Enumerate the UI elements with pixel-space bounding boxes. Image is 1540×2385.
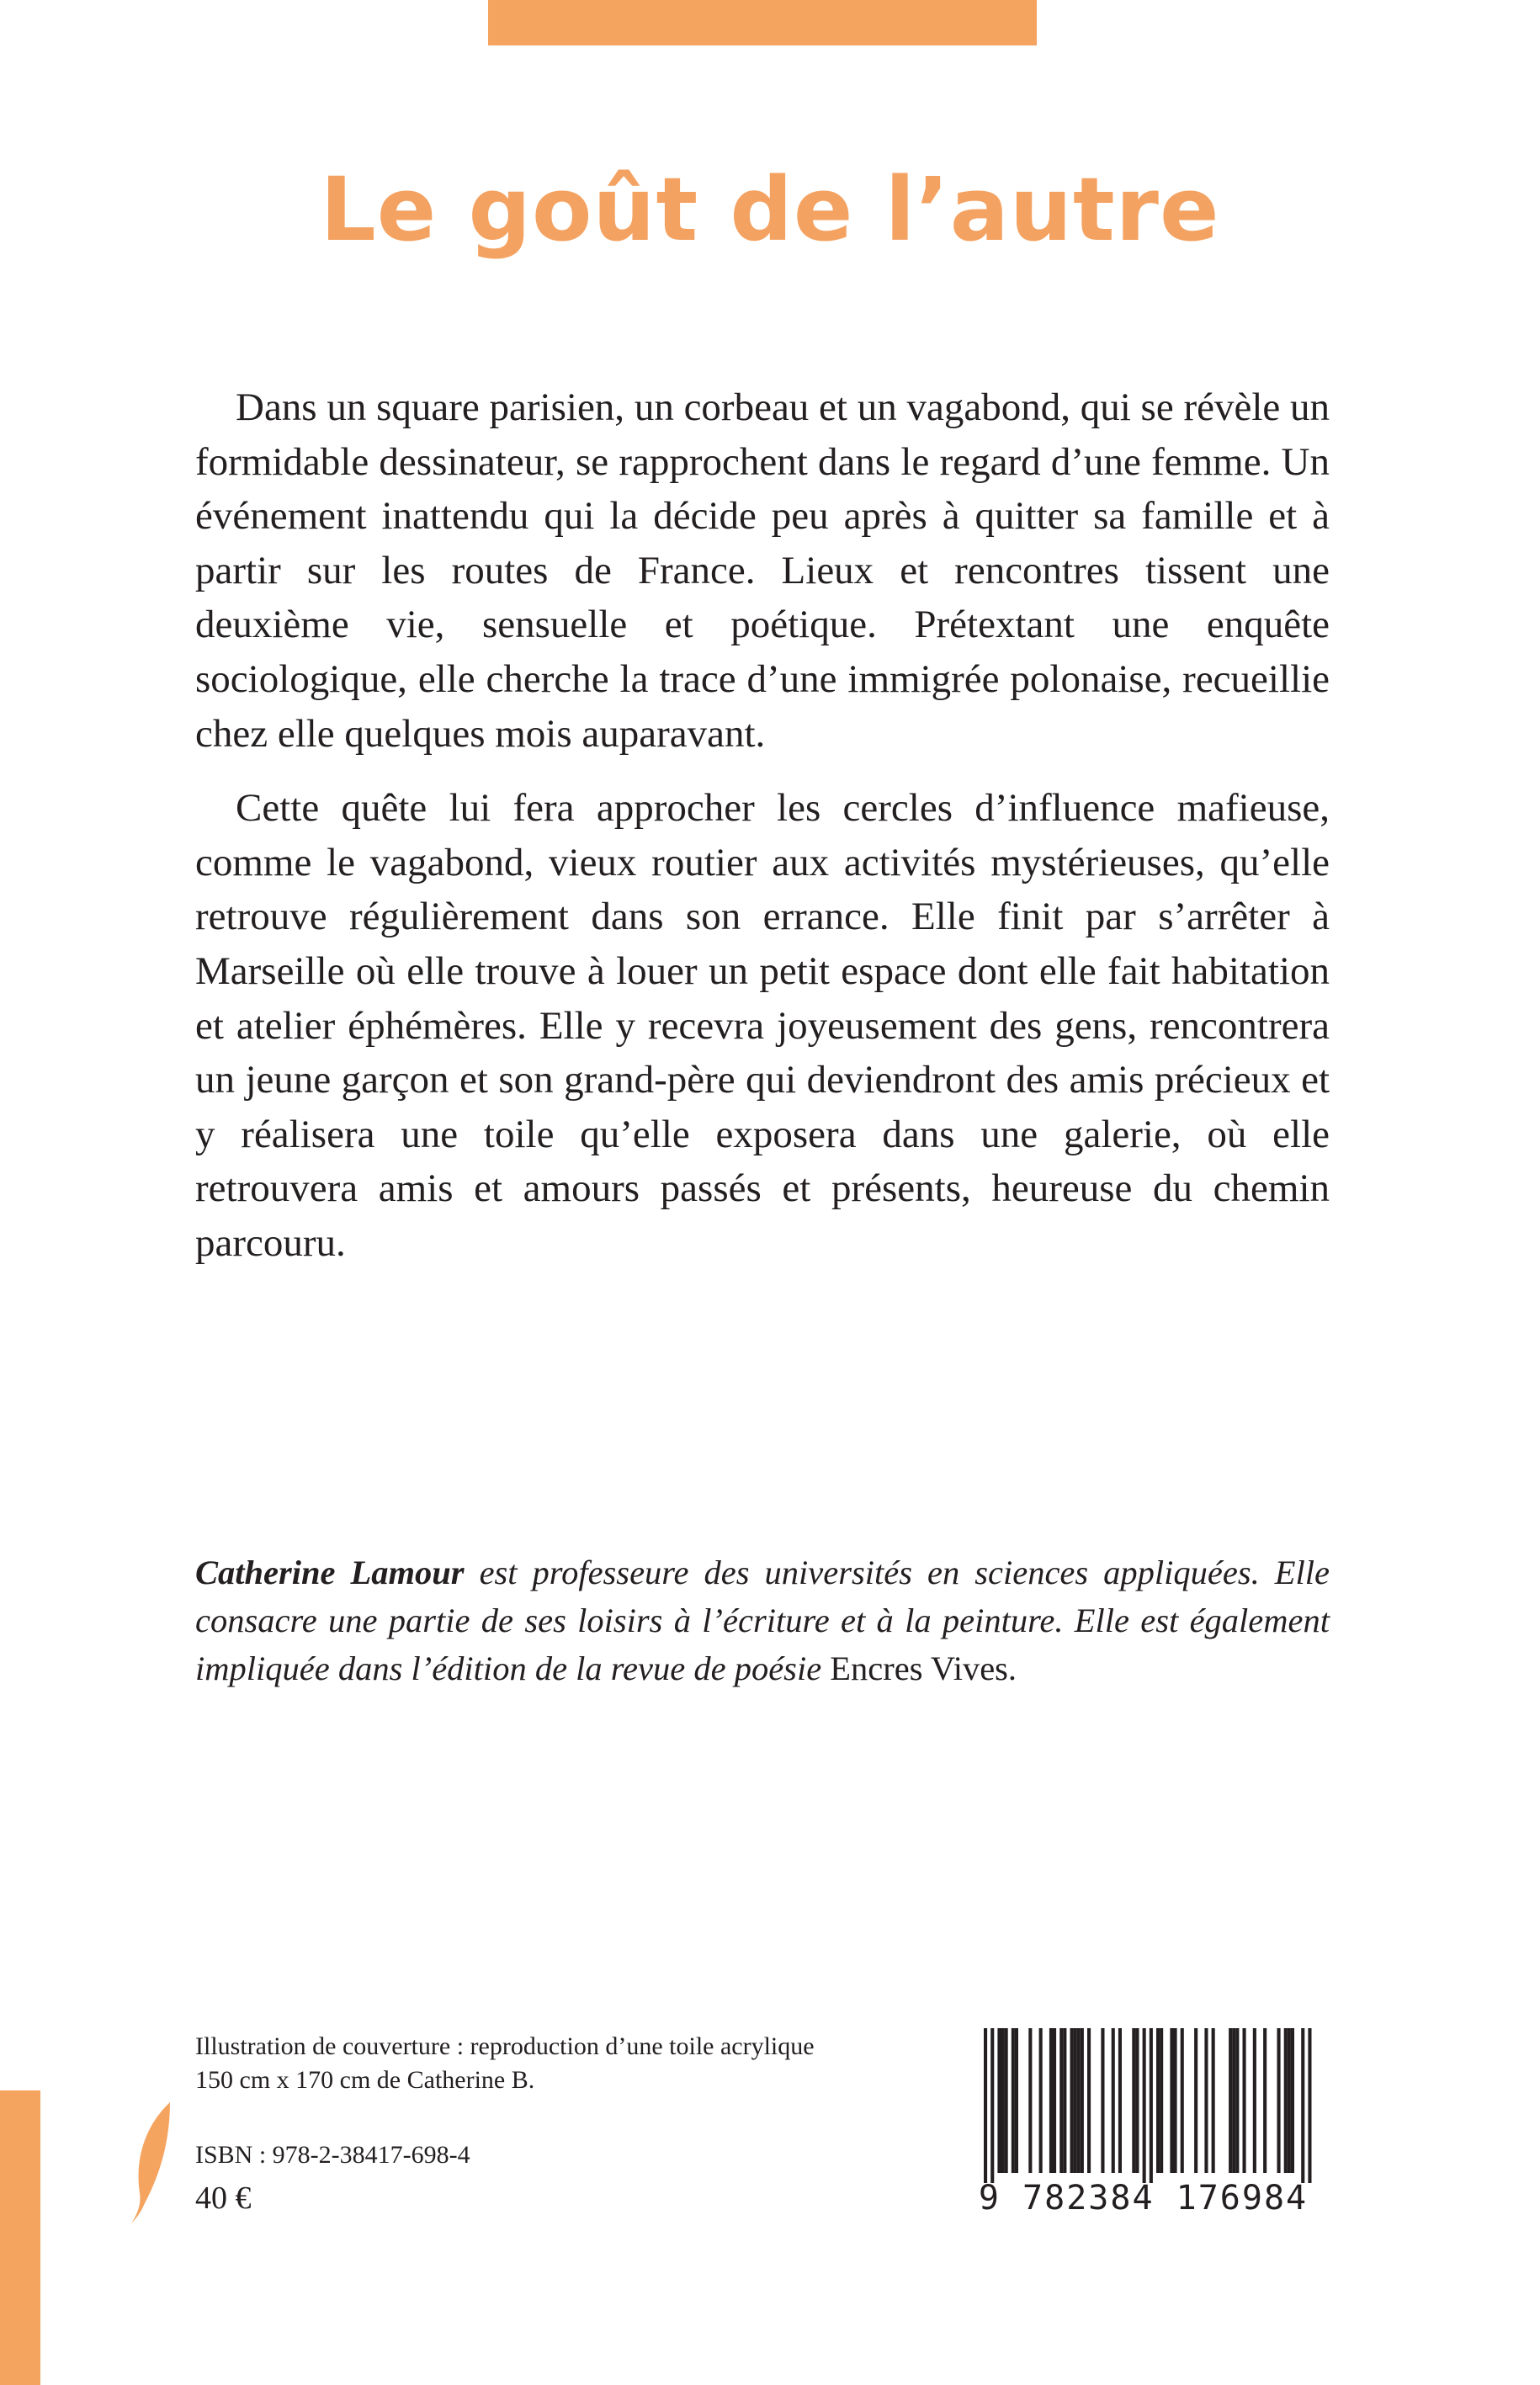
barcode-bar (1194, 2028, 1197, 2173)
barcode-bar (1143, 2028, 1146, 2183)
cover-credits (195, 2030, 885, 2097)
barcode-bar (1053, 2028, 1056, 2173)
author-bio-text: est professeure des universités en sciences appliquées. Elle consacre une partie de ses loisirs à l’écriture et à la peinture. Elle est également impliquée dans l’édition de la revue de poésie (195, 1554, 1330, 1687)
barcode-bar (1288, 2028, 1291, 2173)
barcode-bar (1070, 2028, 1074, 2173)
isbn: ISBN : 978-2-38417-698-4 (195, 2141, 470, 2169)
book-title: Le goût de l’autre (320, 158, 1220, 261)
barcode-bar (1160, 2028, 1163, 2173)
barcode-bar (997, 2028, 1001, 2173)
barcode-bar (1212, 2028, 1215, 2173)
barcode-bar (990, 2028, 994, 2183)
barcode-bar (1253, 2028, 1256, 2173)
barcode-digits: 9 782384 176984 (978, 2179, 1309, 2218)
barcode-bar (1074, 2028, 1077, 2173)
author-name: Catherine Lamour (195, 1554, 465, 1591)
barcode-bar (1284, 2028, 1288, 2173)
synopsis-paragraph: Cette quête lui fera approcher les cercles d’influence mafieuse, comme le vagabond, vieux routier aux activités mystérieuses, qu’elle retrouve régulièrement dans son errance. Elle finit par s’arrêter à Marseille où elle trouve à louer un petit espace dont elle fait habitation et atelier éphémères. Elle y recevra joyeusement des gens, rencontrera un jeune garçon et son grand-père qui deviendront des amis précieux et y réalisera une toile qu’elle exposera dans une galerie, où elle retrouvera amis et amours passés et présents, heureuse du chemin parcouru. (195, 786, 1330, 1265)
barcode-bar (1077, 2028, 1081, 2173)
barcode-bar (1156, 2028, 1160, 2173)
barcode-bar (1135, 2028, 1139, 2173)
barcode-bar (1101, 2028, 1104, 2173)
barcode-bar (1229, 2028, 1232, 2173)
barcode-bar (1059, 2028, 1063, 2173)
illustration-credit-line: Illustration de couverture : reproduction d’une toile acrylique (195, 2032, 815, 2060)
barcode-bars (965, 2023, 1321, 2183)
barcode-bar (1081, 2028, 1084, 2173)
barcode-bar (984, 2028, 987, 2183)
barcode-bar (1232, 2028, 1235, 2173)
synopsis (195, 380, 1330, 1291)
price: 40 € (195, 2180, 252, 2216)
barcode-bar (1132, 2028, 1135, 2173)
journal-name: Encres Vives. (830, 1649, 1017, 1687)
barcode-bar (1243, 2028, 1246, 2173)
barcode-bar (1308, 2028, 1311, 2183)
barcode-bar (1015, 2028, 1018, 2173)
barcode-bar (1181, 2028, 1184, 2173)
barcode-bar (1028, 2028, 1032, 2173)
barcode-bar (1063, 2028, 1066, 2173)
barcode-bar (1049, 2028, 1053, 2173)
barcode-bar (1301, 2028, 1304, 2183)
barcode-bar (1277, 2028, 1281, 2173)
top-accent-band (488, 0, 1037, 45)
side-accent-band (0, 2090, 40, 2385)
barcode-bar (1150, 2028, 1153, 2183)
illustration-credit-line: 150 cm x 170 cm de Catherine B. (195, 2066, 535, 2094)
barcode-bar (1005, 2028, 1008, 2173)
author-bio (195, 1548, 1330, 1692)
barcode-bar (1204, 2028, 1208, 2173)
barcode-bar (1170, 2028, 1173, 2173)
barcode (965, 2023, 1321, 2217)
feather-logo-icon (126, 2101, 177, 2231)
barcode-bar (1001, 2028, 1005, 2173)
barcode-bar (1291, 2028, 1294, 2173)
barcode-bar (1012, 2028, 1015, 2173)
synopsis-paragraph: Dans un square parisien, un corbeau et un vagabond, qui se révèle un formidable dessinateur, se rapprochent dans le regard d’une femme. Un événement inattendu qui la décide peu après à quitter sa famille et à partir sur les routes de France. Lieux et rencontres tissent une deuxième vie, sensuelle et poétique. Prétextant une enquête sociologique, elle cherche la trace d’une immigrée polonaise, recueillie chez elle quelques mois auparavant. (195, 385, 1330, 756)
barcode-bar (1112, 2028, 1115, 2173)
barcode-bar (1174, 2028, 1177, 2173)
barcode-bar (1039, 2028, 1043, 2173)
barcode-bar (1235, 2028, 1239, 2173)
barcode-bar (1087, 2028, 1091, 2173)
barcode-bar (1118, 2028, 1122, 2173)
barcode-bar (1263, 2028, 1267, 2173)
